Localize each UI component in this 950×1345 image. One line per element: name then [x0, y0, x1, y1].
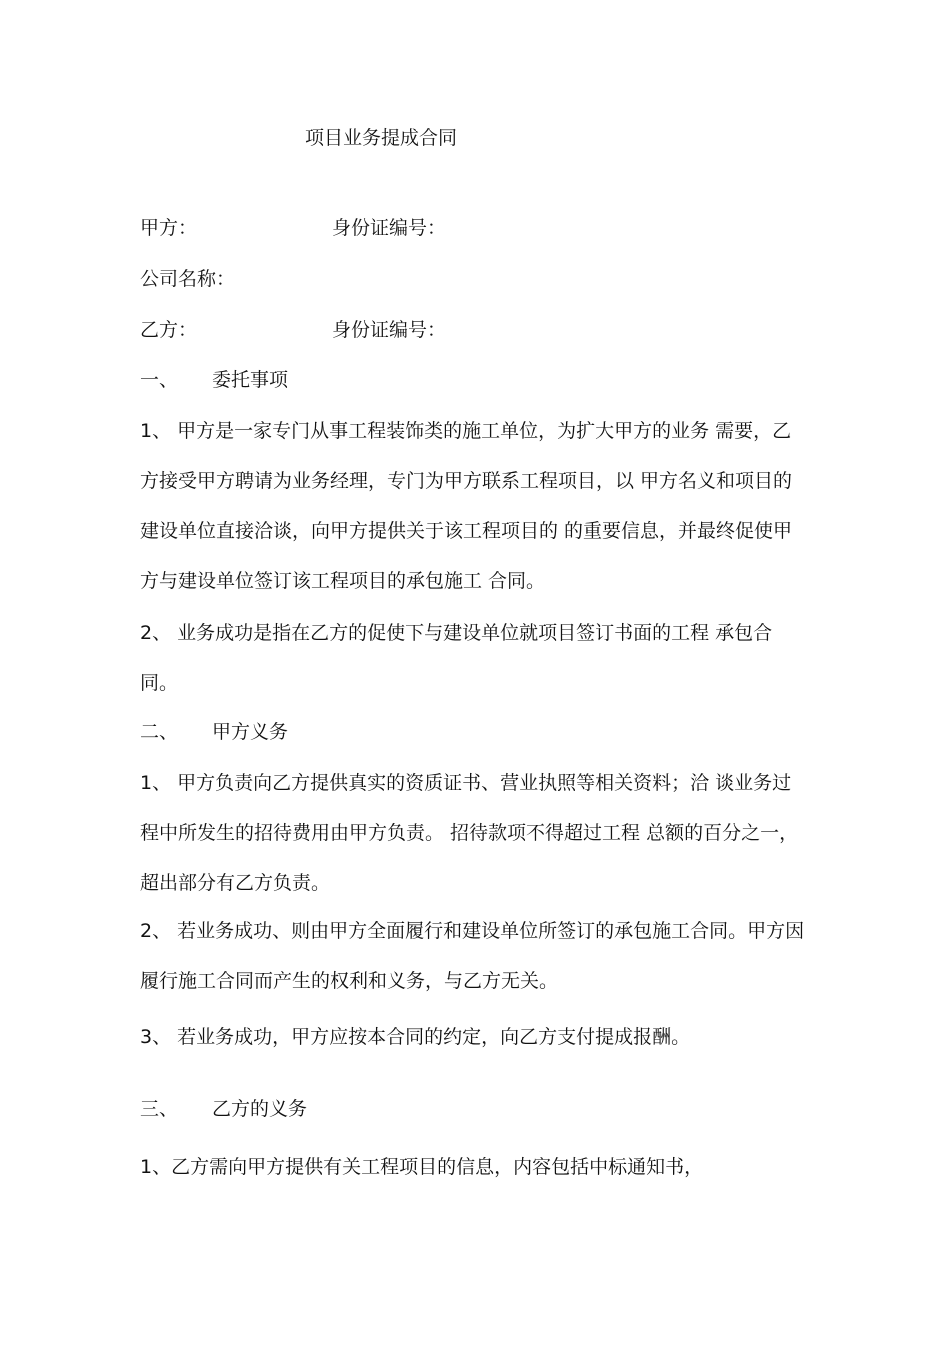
section-item: 1、 甲方是一家专门从事工程装饰类的施工单位，为扩大甲方的业务 需要，乙方接受甲方聘请为业务经理，专门为甲方联系工程项目，以 甲方名义和项目的建设单位直接洽谈，向甲方提供关于该工程项目的 的重要信息，并最终促使甲方与建设单位签订该工程项目的承包施工 合同。	[140, 420, 793, 592]
party-a-label: 甲方：	[140, 217, 198, 239]
section-item: 3、 若业务成功，甲方应按本合同的约定，向乙方支付提成报酬。	[140, 1026, 691, 1048]
section-item: 2、 业务成功是指在乙方的促使下与建设单位就项目签订书面的工程 承包合同。	[140, 622, 773, 694]
section-item: 1、 甲方负责向乙方提供真实的资质证书、营业执照等相关资料；洽 谈业务过程中所发生的招待费用由甲方负责。 招待款项不得超过工程 总额的百分之一，超出部分有乙方负责。	[140, 772, 799, 894]
document-title: 项目业务提成合同	[305, 127, 458, 149]
section-item: 2、 若业务成功、则由甲方全面履行和建设单位所签订的承包施工合同。甲方因履行施工合同而产生的权利和义务，与乙方无关。	[140, 920, 805, 992]
section-item: 1、乙方需向甲方提供有关工程项目的信息，内容包括中标通知书，	[140, 1156, 704, 1178]
section-number: 三、	[140, 1098, 179, 1120]
company-name-label: 公司名称：	[140, 268, 236, 290]
party-b-label: 乙方：	[140, 319, 198, 341]
section-number: 一、	[140, 369, 179, 391]
section-title: 甲方义务	[212, 721, 289, 743]
section-number: 二、	[140, 721, 179, 743]
party-a-id-label: 身份证编号：	[332, 217, 447, 239]
party-b-id-label: 身份证编号：	[332, 319, 447, 341]
section-title: 乙方的义务	[212, 1098, 308, 1120]
section-title: 委托事项	[212, 369, 289, 391]
